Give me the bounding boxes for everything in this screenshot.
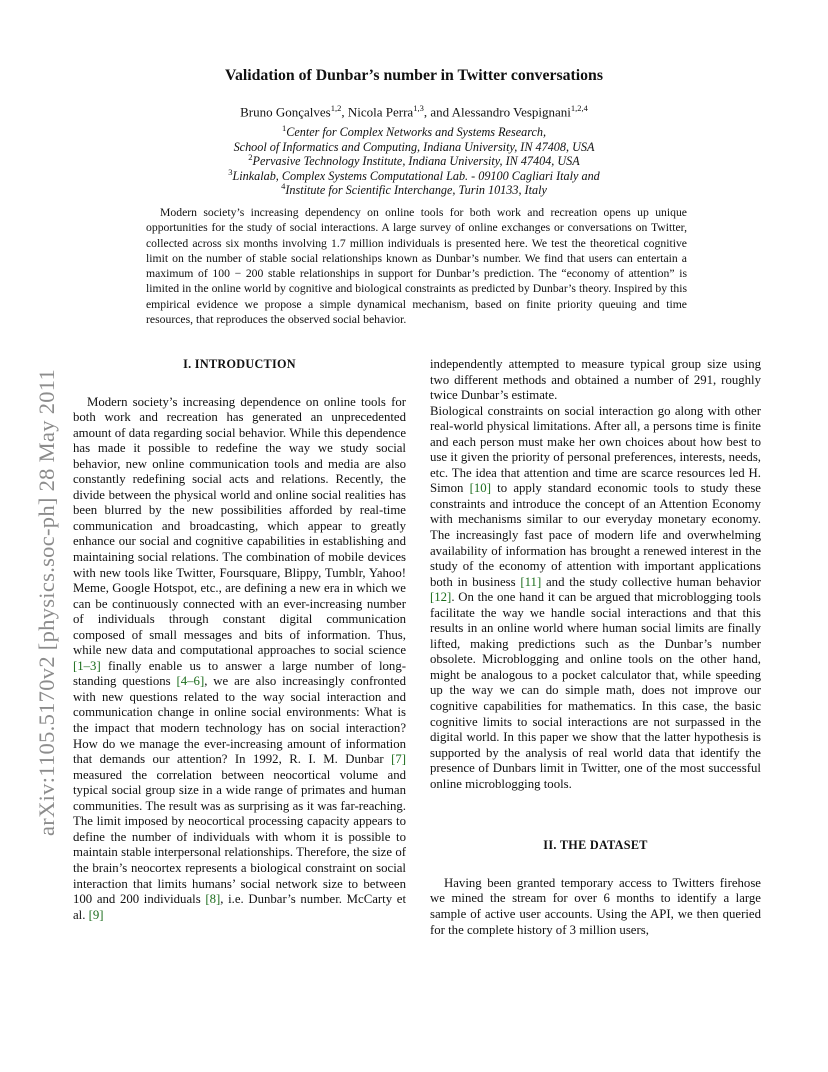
citation-link[interactable]: [9] xyxy=(88,907,104,922)
citation-link[interactable]: [12] xyxy=(430,590,452,605)
dataset-paragraph-1: Having been granted temporary access to Twitters firehose we mined the stream for over 6 months to identify a large sample of active user accounts. Using the API, we then queried for the complete history of 3 million users, xyxy=(430,875,761,937)
author-2-sup: 1,3 xyxy=(413,103,424,113)
author-2: Nicola Perra xyxy=(347,104,414,120)
abstract xyxy=(146,205,687,327)
author-3-sup: 1,2,4 xyxy=(570,103,588,113)
paper-title: Validation of Dunbar’s number in Twitter conversations xyxy=(225,67,603,84)
intro-paragraph-1-cont: independently attempted to measure typical group size using two different methods and obtained a number of 291, roughly twice Dunbar’s estimate. xyxy=(430,357,761,403)
arxiv-side-label: arXiv:1105.5170v2 [physics.soc-ph] 28 May 2011 xyxy=(34,368,59,836)
author-1: Bruno Gonçalves xyxy=(240,104,331,120)
intro-paragraph-1: Modern society’s increasing dependence on online tools for both work and recreation has generated an unprecedented amount of data regarding social behavior. While this dependence has made it possible to redefine the way we study social behavior, new online communication tools and media are also constantly redefining social acts and relations. Recently, the divide between the physical world and online social realities has been blurred by the new possibilities afforded by real-time communication and broadcasting, which appear to greatly enhance our social and cognitive capabilities in establishing and maintaining social relations. The combination of mobile devices with new tools like Twitter, Foursquare, Blippy, Tumblr, Yahoo! Meme, Google Hotspot, etc., are defining a new era in which we can be continuously connected with an ever-increasing number of individuals through constant digital communication composed of small messages and bits of information. Thus, while new data and computational approaches to social science [1–3] finally enable us to answer a large number of long-standing questions [4–6], we are also increasingly confronted with new questions related to the way social interaction and communication change in online social environments: What is the impact that modern technology has on social interaction? How do we manage the ever-increasing amount of information that demands our attention? In 1992, R. I. M. Dunbar [7] measured the correlation between neocortical volume and typical social group size in a wide range of primates and human communities. The result was as surprising as it was far-reaching. The limit imposed by neocortical processing capacity appears to define the number of individuals with whom it is possible to maintain stable interpersonal relationships. Therefore, the size of the brain’s neocortex represents a biological constraint on social interaction that limits humans’ social network size to between 100 and 200 individuals [8], i.e. Dunbar’s number. McCarty et al. [9] xyxy=(73,394,407,922)
affiliation-3: $^3$Linkalab, Complex Systems Computational Lab. - 09100 Cagliari Italy and xyxy=(228,166,600,183)
citation-link[interactable]: [1–3] xyxy=(73,658,101,673)
right-column xyxy=(430,357,761,938)
affiliation-1: $^1$Center for Complex Networks and Systems Research, xyxy=(281,123,547,140)
citation-link[interactable]: [4–6] xyxy=(176,674,205,689)
author-3: and Alessandro Vespignani xyxy=(430,104,571,120)
author-1-sup: 1,2 xyxy=(330,103,342,113)
affiliation-4: $^4$Institute for Scientific Interchange, Turin 10133, Italy xyxy=(281,181,547,198)
intro-paragraph-2: Biological constraints on social interaction go along with other real-world physical limitations. After all, a persons time is finite and each person must make her own choices about how best to use it given the priority of personal preferences, interests, needs, etc. The idea that attention and time are scarce resources led H. Simon [10] to apply standard economic tools to study these constraints and introduce the concept of an Attention Economy with mechanisms similar to our everyday monetary economy. The increasingly fast pace of modern life and overwhelming availability of information has brought a renewed interest in the study of the economy of attention with important applications both in business [11] and the study collective human behavior [12]. On the one hand it can be argued that microblogging tools facilitate the way we handle social interactions and that this results in an online world where human social limits are finally lifted, making predictions such as the Dunbar’s number obsolete. Microblogging and online tools on the other hand, might be analogous to a pocket calculator that, while speeding up the way we can do simple math, does not improve our cognitive capabilities for mathematics. In this case, the basic cognitive limits to social interactions are not surpassed in the digital world. In this paper we show that the latter hypothesis is supported by the analysis of real world data that identify the presence of Dunbars limit in Twitter, one of the most successful online microblogging tools. xyxy=(430,403,761,791)
affiliation-1-cont: School of Informatics and Computing, Indiana University, IN 47408, USA xyxy=(233,139,595,154)
affiliation-2: $^2$Pervasive Technology Institute, Indiana University, IN 47404, USA xyxy=(248,152,580,169)
author-list: Bruno Gonçalves$^{1,2}$, Nicola Perra$^{1,3}$, and Alessandro Vespignani$^{1,2,4}$ xyxy=(240,103,588,120)
section-1-heading: I. INTRODUCTION xyxy=(183,357,296,371)
citation-link[interactable]: [11] xyxy=(520,574,542,589)
left-column xyxy=(73,357,406,923)
citation-link[interactable]: [7] xyxy=(391,752,406,767)
citation-link[interactable]: [10] xyxy=(469,481,491,496)
abstract-text: Modern society’s increasing dependency on online tools for both work and recreation opens up unique opportunities for the study of social interactions. A large survey of online exchanges or conversations on Twitter, collected across six months involving 1.7 million individuals is presented here. We test the theoretical cognitive limit on the number of stable social relationships known as Dunbar’s number. We find that users can entertain a maximum of 100 − 200 stable relationships in support for Dunbar’s prediction. The “economy of attention” is limited in the online world by cognitive and biological constraints as predicted by Dunbar’s theory. Inspired by this empirical evidence we propose a simple dynamical mechanism, based on finite priority queuing and time resources, that reproduces the observed social behavior. xyxy=(146,206,687,327)
citation-link[interactable]: [8] xyxy=(205,892,221,907)
section-2-heading: II. THE DATASET xyxy=(543,838,648,853)
